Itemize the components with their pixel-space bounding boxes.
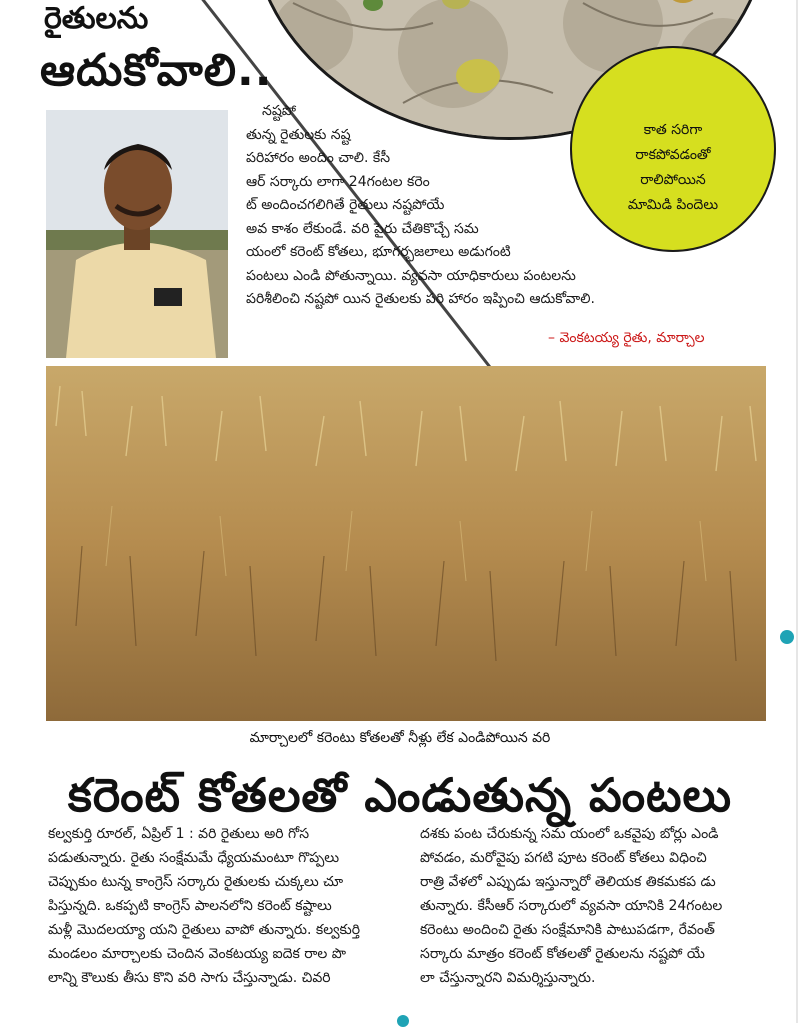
quote-attribution: – వెంకటయ్య రైతు, మార్చాల (548, 330, 705, 346)
body-line: తున్నారు. కేసీఆర్ సర్కారులో వ్యవసా యానికి 24గంటల (420, 898, 723, 914)
body-line: దశకు పంట చేరుకున్న సమ యంలో ఒకవైపు బోర్లు ఎండి (420, 826, 719, 842)
caption-line: మామిడి పిందెలు (627, 197, 719, 213)
farmer-quote (246, 100, 746, 312)
quote-line: నష్టపో (262, 103, 297, 119)
page-edge-rule (796, 0, 798, 1023)
caption-line: రాకపోవడంతో (635, 147, 711, 163)
quote-line: తున్న రైతులకు నష్ట (246, 126, 351, 143)
quote-line: పరిశీలించి నష్టపో యిన రైతులకు పరి హారం ఇప్పించి ఆదుకోవాలి. (246, 291, 595, 307)
body-line: పడుతున్నారు. రైతు సంక్షేమమే ధ్యేయమంటూ గొప్పలు (48, 850, 340, 866)
body-line: సర్కారు మాత్రం కరెంట్ కోతలతో రైతులను నష్టపో యే (420, 946, 705, 962)
body-line: కల్వకుర్తి రూరల్, ఏప్రిల్ 1 : వరి రైతులు అరి గోస (48, 826, 310, 842)
quote-line: అవ కాశం లేకుండే. వరి పైరు చేతికొచ్చే సమ (246, 220, 479, 237)
body-line: లా చేస్తున్నారని విమర్శిస్తున్నారు. (420, 970, 596, 986)
page-marker-dot (780, 630, 794, 644)
body-column-left (48, 822, 408, 990)
body-line: రాత్రి వేళలో ఎప్పుడు ఇస్తున్నారో తెలియక తికమకప డు (420, 874, 716, 890)
sub-headline: ఆదుకోవాలి.. (40, 45, 273, 96)
dried-paddy-photo (46, 366, 766, 721)
quote-line: ట్ అందించగలిగితే రైతులు నష్టపోయే (246, 197, 445, 213)
body-column-right (420, 822, 780, 990)
caption-line: కాత సరిగా (643, 122, 703, 138)
quote-line: పంటలు ఎండి పోతున్నాయి. వ్యవసా యాధికారులు పంటలను (246, 267, 576, 284)
main-headline: కరెంట్ కోతలతో ఎండుతున్న పంటలు (67, 768, 733, 822)
body-line: కరెంటు అందించి రైతు సంక్షేమానికి పాటుపడగా, రేవంత్ (420, 922, 715, 938)
photo-caption: మార్చాలలో కరెంటు కోతలతో నీళ్లు లేక ఎండిపోయిన వరి (249, 730, 551, 746)
body-line: లాన్ని కౌలుకు తీసు కొని వరి సాగు చేస్తున్నాడు. చివరి (48, 970, 331, 986)
body-line: పోవడం, మరోవైపు పగటి పూట కరెంట్ కోతలు విధించి (420, 850, 707, 866)
quote-line: పరిహారం అందిం చాలి. కేసీ (246, 150, 391, 166)
kicker-heading: రైతులను (44, 1, 149, 36)
page-marker-dot (397, 1015, 409, 1027)
quote-line: యంలో కరెంట్ కోతలు, భూగర్భజలాలు అడుగంటి (246, 244, 511, 260)
caption-line: రాలిపోయిన (640, 172, 706, 188)
body-line: పిస్తున్నది. ఒకప్పటి కాంగ్రెస్ పాలనలోని కరెంట్ కష్టాలు (48, 898, 332, 914)
body-line: చెప్పుకుం టున్న కాంగ్రెస్ సర్కారు రైతులకు చుక్కలు చూ (48, 874, 344, 890)
quote-line: ఆర్ సర్కారు లాగా 24గంటల కరెం (246, 173, 430, 190)
body-line: మండలం మార్చాలకు చెందిన వెంకటయ్య ఐదెక రాల పొ (48, 946, 347, 962)
farmer-portrait-photo (46, 110, 228, 358)
body-line: మళ్లీ మొదలయ్యా యని రైతులు వాపో తున్నారు. కల్వకుర్తి (48, 922, 361, 938)
